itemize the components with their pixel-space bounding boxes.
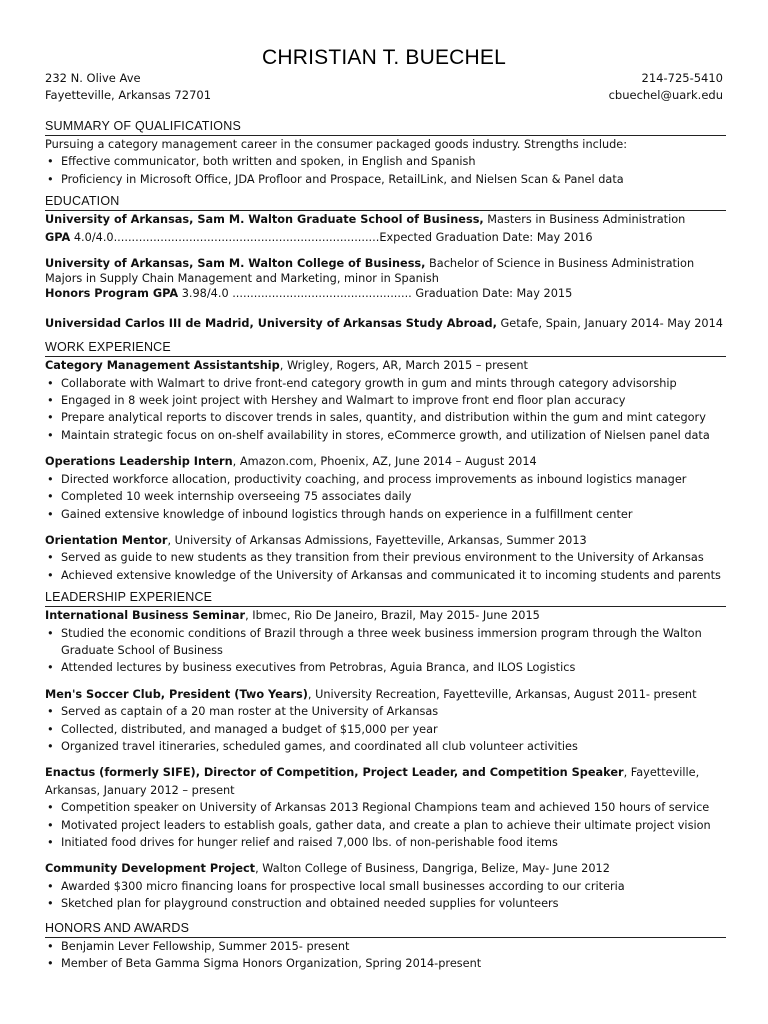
education-grad-gpa xyxy=(45,229,726,246)
education-undergrad-gpa xyxy=(45,285,726,302)
job-title: Operations Leadership Intern xyxy=(45,455,233,469)
job-bullets xyxy=(45,549,726,584)
gpa-detail: 3.98/4.0 .................................................. Graduation Date: May 2015 xyxy=(178,287,573,301)
degree: Masters in Business Administration xyxy=(483,213,686,227)
list-item: • Initiated food drives for hunger relief and raised 7,000 lbs. of non-perishable food items xyxy=(45,834,726,851)
list-item: • Served as guide to new students as they transition from their previous environment to the University of Arkansas xyxy=(45,549,726,566)
address-line-1: 232 N. Olive Ave xyxy=(45,71,141,85)
job-title-line xyxy=(45,532,726,549)
contact-block xyxy=(609,70,723,104)
school-name: University of Arkansas, Sam M. Walton Graduate School of Business, xyxy=(45,213,484,227)
list-item: • Achieved extensive knowledge of the University of Arkansas and communicated it to incoming students and parents xyxy=(45,567,726,584)
leadership-bullets xyxy=(45,878,726,913)
list-item: • Awarded $300 micro financing loans for prospective local small businesses according to our criteria xyxy=(45,878,726,895)
leadership-title: Men's Soccer Club, President (Two Years) xyxy=(45,687,308,701)
leadership-title-line xyxy=(45,686,726,703)
job-detail: , Wrigley, Rogers, AR, March 2015 – present xyxy=(279,359,528,373)
leadership-bullets xyxy=(45,703,726,755)
leadership-title-line xyxy=(45,764,726,781)
bullet-line-2: Graduate School of Business xyxy=(61,643,223,657)
section-heading-work: WORK EXPERIENCE xyxy=(45,340,726,357)
leadership-detail: , University Recreation, Fayetteville, Arkansas, August 2011- present xyxy=(307,687,697,701)
list-item: • Effective communicator, both written and spoken, in English and Spanish xyxy=(45,153,726,170)
list-item xyxy=(45,625,726,660)
list-item: • Directed workforce allocation, productivity coaching, and process improvements as inbound logistics manager xyxy=(45,471,726,488)
summary-intro: Pursuing a category management career in the consumer packaged goods industry. Strengths include: xyxy=(45,138,628,151)
gpa-detail: 4.0/4.0..........................................................................Expected Graduation Date: May 2016 xyxy=(70,230,593,244)
leadership-title-line xyxy=(45,607,726,624)
phone-number: 214-725-5410 xyxy=(641,71,723,85)
bullet-line-1: Studied the economic conditions of Brazil through a three week business immersion program through the Walton xyxy=(61,626,702,640)
list-item: • Attended lectures by business executives from Petrobras, Aguia Branca, and ILOS Logistics xyxy=(45,659,726,676)
education-grad-school xyxy=(45,211,726,228)
abroad-detail: Getafe, Spain, January 2014- May 2014 xyxy=(496,316,723,330)
list-item: • Sketched plan for playground construction and obtained needed supplies for volunteers xyxy=(45,895,726,912)
degree: Bachelor of Science in Business Administration xyxy=(425,257,695,271)
resume-body xyxy=(45,119,726,972)
education-abroad xyxy=(45,315,726,332)
leadership-bullets xyxy=(45,625,726,677)
resume-name: CHRISTIAN T. BUECHEL xyxy=(262,46,506,69)
education-undergrad-school xyxy=(45,255,726,272)
job-title-line xyxy=(45,453,726,470)
list-item: • Proficiency in Microsoft Office, JDA Profloor and Prospace, RetailLink, and Nielsen Scan & Panel data xyxy=(45,171,726,188)
list-item: • Organized travel itineraries, scheduled games, and coordinated all club volunteer activities xyxy=(45,738,726,755)
list-item: • Engaged in 8 week joint project with Hershey and Walmart to improve front end floor plan accuracy xyxy=(45,392,726,409)
list-item: • Collaborate with Walmart to drive front-end category growth in gum and mints through category advisorship xyxy=(45,375,726,392)
list-item: • Served as captain of a 20 man roster at the University of Arkansas xyxy=(45,703,726,720)
leadership-title: Enactus (formerly SIFE), Director of Competition, Project Leader, and Competition Speaker xyxy=(45,766,624,780)
job-bullets xyxy=(45,375,726,445)
education-majors: Majors in Supply Chain Management and Marketing, minor in Spanish xyxy=(45,272,439,286)
section-heading-education: EDUCATION xyxy=(45,194,726,211)
job-title: Orientation Mentor xyxy=(45,533,168,547)
school-name: Universidad Carlos III de Madrid, University of Arkansas Study Abroad, xyxy=(45,316,497,330)
school-name: University of Arkansas, Sam M. Walton College of Business, xyxy=(45,257,426,271)
list-item: • Collected, distributed, and managed a budget of $15,000 per year xyxy=(45,721,726,738)
list-item: • Prepare analytical reports to discover trends in sales, quantity, and distribution within the gum and mint category xyxy=(45,409,726,426)
section-heading-honors: HONORS AND AWARDS xyxy=(45,921,726,938)
honors-list xyxy=(45,938,726,973)
job-title-line xyxy=(45,357,726,374)
leadership-detail: , Walton College of Business, Dangriga, Belize, May- June 2012 xyxy=(255,862,610,876)
list-item: • Motivated project leaders to establish goals, gather data, and create a plan to achieve their ultimate project vision xyxy=(45,817,726,834)
job-title: Category Management Assistantship xyxy=(45,359,280,373)
gpa-label: GPA xyxy=(45,230,71,244)
job-bullets xyxy=(45,471,726,523)
leadership-detail: , Ibmec, Rio De Janeiro, Brazil, May 2015- June 2015 xyxy=(245,609,540,623)
leadership-bullets xyxy=(45,799,726,851)
section-heading-leadership: LEADERSHIP EXPERIENCE xyxy=(45,590,726,607)
address-block xyxy=(45,70,211,104)
list-item: • Completed 10 week internship overseeing 75 associates daily xyxy=(45,488,726,505)
email-address: cbuechel@uark.edu xyxy=(608,88,723,102)
job-detail: , University of Arkansas Admissions, Fayetteville, Arkansas, Summer 2013 xyxy=(167,533,587,547)
leadership-detail: , Fayetteville, xyxy=(623,766,700,780)
leadership-title: Community Development Project xyxy=(45,862,256,876)
section-heading-summary: SUMMARY OF QUALIFICATIONS xyxy=(45,119,726,136)
list-item: • Gained extensive knowledge of inbound logistics through hands on experience in a fulfillment center xyxy=(45,506,726,523)
leadership-detail-line-2: Arkansas, January 2012 – present xyxy=(45,783,235,797)
list-item: • Competition speaker on University of Arkansas 2013 Regional Champions team and achieved 150 hours of service xyxy=(45,799,726,816)
list-item: • Benjamin Lever Fellowship, Summer 2015- present xyxy=(45,938,726,955)
summary-list xyxy=(45,153,726,188)
list-item: • Member of Beta Gamma Sigma Honors Organization, Spring 2014-present xyxy=(45,955,726,972)
gpa-label: Honors Program GPA xyxy=(45,287,179,301)
address-line-2: Fayetteville, Arkansas 72701 xyxy=(45,88,212,102)
leadership-title: International Business Seminar xyxy=(45,609,246,623)
leadership-title-line xyxy=(45,860,726,877)
list-item: • Maintain strategic focus on on-shelf availability in stores, eCommerce growth, and utilization of Nielsen panel data xyxy=(45,427,726,444)
job-detail: , Amazon.com, Phoenix, AZ, June 2014 – August 2014 xyxy=(232,455,537,469)
